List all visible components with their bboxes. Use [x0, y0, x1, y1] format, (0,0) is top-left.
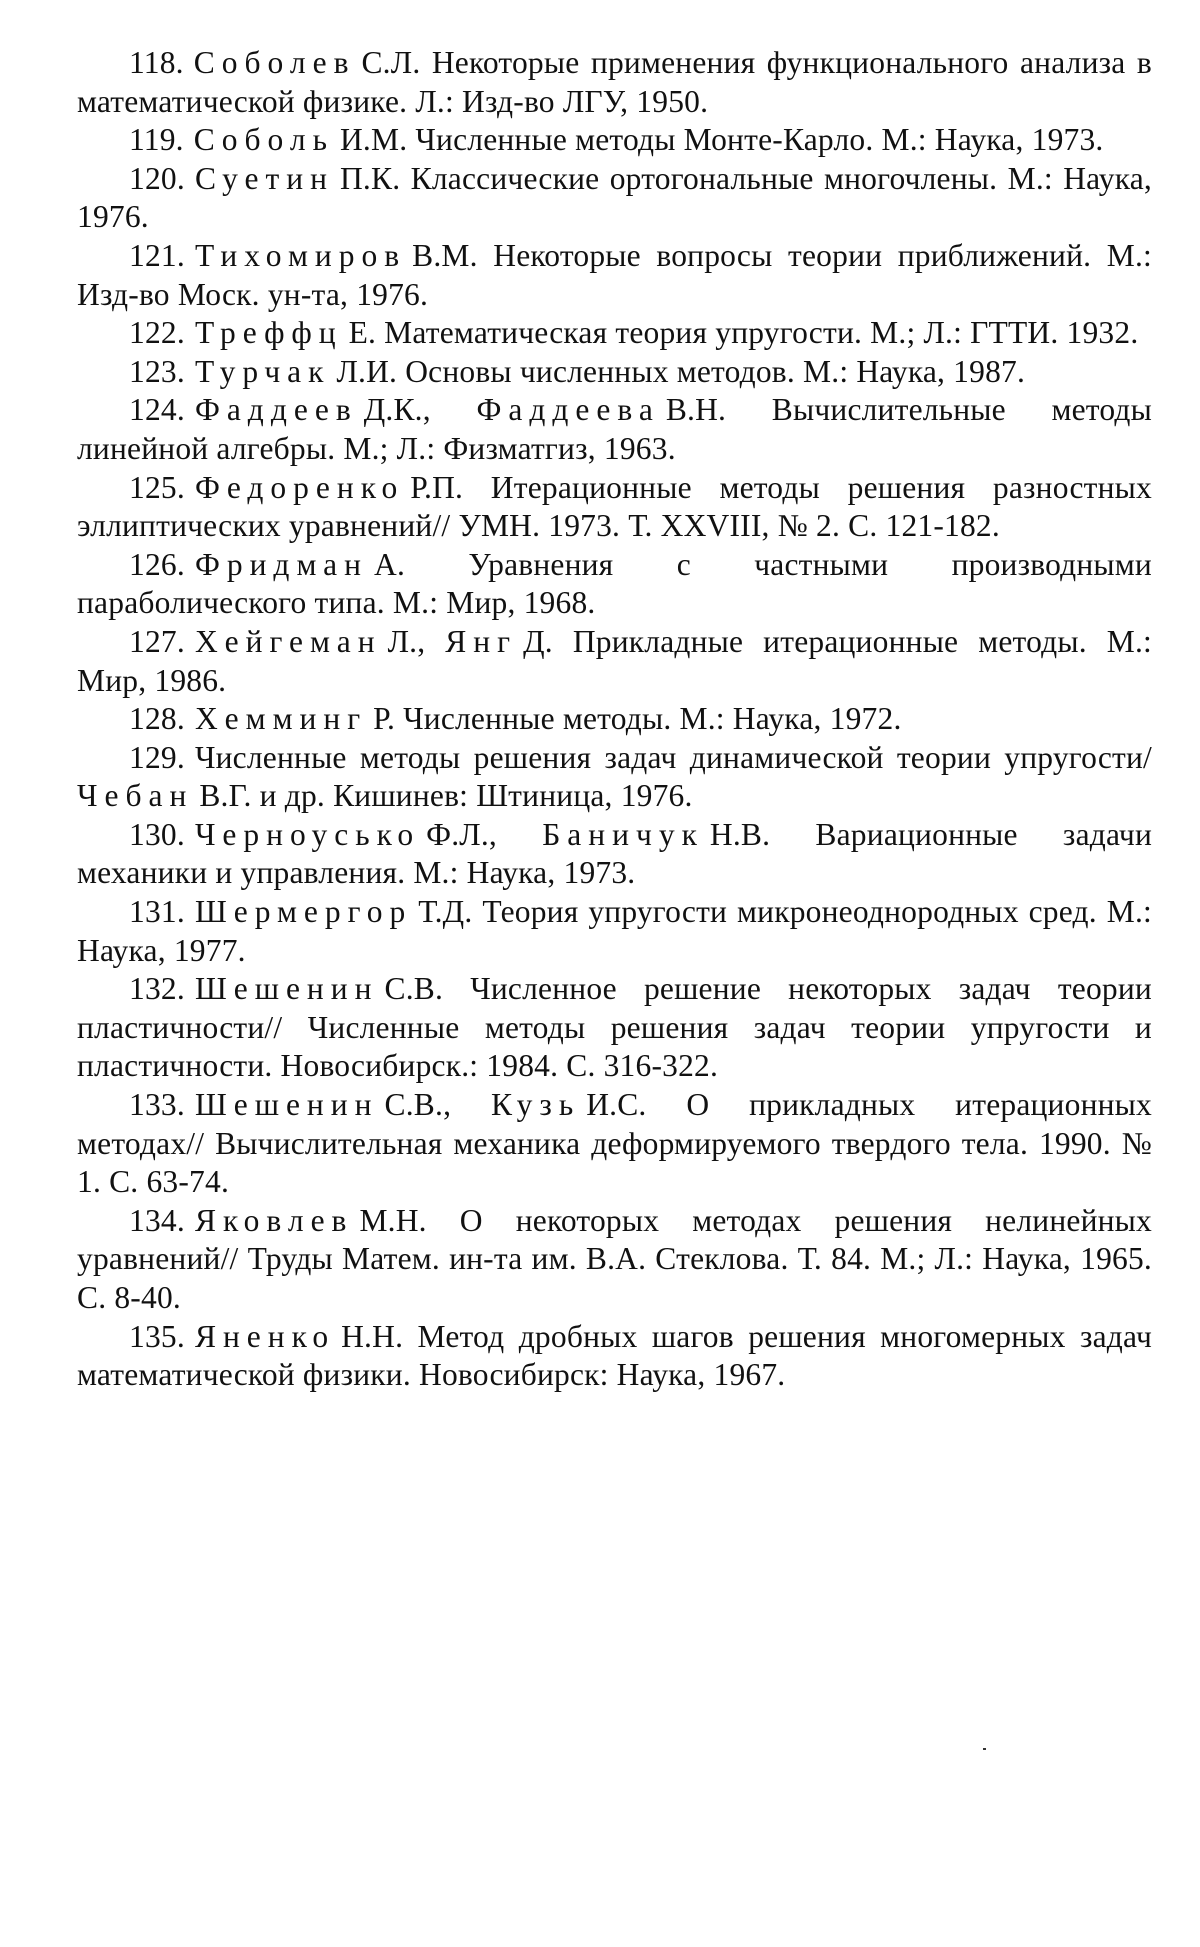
reference-number: 129.	[129, 739, 185, 775]
reference-title: Численные методы решения задач динамической теории упругости/	[194, 739, 1152, 775]
reference-author: Баничук	[542, 816, 704, 852]
reference-details: С.Л. Некоторые применения функционального анализа в математической физике. Л.: Изд-во ЛГУ, 1950.	[77, 45, 1152, 119]
reference-author: Суетин	[194, 160, 334, 196]
reference-number: 118.	[129, 45, 184, 80]
reference-number: 125.	[129, 469, 185, 505]
reference-author: Шешенин	[194, 971, 379, 1007]
scan-speck	[983, 1748, 986, 1750]
reference-author: Шермергор	[194, 894, 413, 930]
reference-author: Федоренко	[194, 469, 405, 505]
reference-number: 121.	[129, 237, 185, 273]
reference-details: С.В.,	[384, 1087, 452, 1123]
reference-item	[77, 739, 1152, 816]
reference-details: Р.П. Итерационные методы решения разностных эллиптических уравнений// УМН. 1973. Т. XXVIII, № 2. С. 121-182.	[77, 469, 1152, 544]
reference-number: 132.	[129, 971, 185, 1007]
reference-details: Л.,	[387, 623, 426, 659]
reference-item	[77, 469, 1152, 546]
reference-details: Д.К.,	[363, 392, 431, 428]
reference-author: Яковлев	[194, 1202, 354, 1238]
reference-details: А. Уравнения с частными производными параболического типа. М.: Мир, 1968.	[77, 546, 1152, 621]
reference-item	[77, 816, 1152, 893]
reference-author: Соболь	[193, 122, 334, 158]
reference-item	[77, 893, 1152, 970]
reference-number: 126.	[129, 546, 185, 582]
reference-details: И.М. Численные методы Монте-Карло. М.: Наука, 1973.	[339, 122, 1104, 158]
reference-item	[77, 160, 1152, 237]
reference-number: 130.	[129, 816, 185, 852]
reference-author: Фаддеев	[194, 392, 358, 428]
reference-item	[77, 391, 1152, 468]
reference-number: 131.	[129, 894, 185, 930]
reference-item	[77, 546, 1152, 623]
reference-author: Хемминг	[194, 701, 368, 737]
reference-author: Хейгеман	[194, 623, 382, 659]
reference-details: Н.Н. Метод дробных шагов решения многомерных задач математической физики. Новосибирск: Наука, 1967.	[77, 1318, 1152, 1393]
reference-details: Д. Прикладные итерационные методы. М.: Мир, 1986.	[77, 623, 1152, 698]
reference-author: Чебан	[77, 778, 194, 814]
reference-details: В.Н. Вычислительные методы линейной алгебры. М.; Л.: Физматгиз, 1963.	[77, 392, 1152, 466]
reference-details: Р. Численные методы. М.: Наука, 1972.	[373, 701, 902, 737]
reference-details: Ф.Л.,	[426, 816, 497, 852]
reference-details: И.С. О прикладных итерационных методах// Вычислительная механика деформируемого твердого тела. 1990. № 1. С. 63-74.	[77, 1087, 1152, 1200]
reference-author: Фридман	[194, 546, 369, 582]
reference-number: 135.	[129, 1318, 185, 1354]
reference-number: 123.	[129, 353, 185, 389]
reference-item	[77, 1202, 1152, 1318]
reference-author: Фаддеева	[476, 392, 660, 428]
reference-item	[77, 237, 1152, 314]
reference-item	[77, 970, 1152, 1086]
reference-item	[77, 121, 1152, 160]
reference-item	[77, 623, 1152, 700]
reference-details: В.Г. и др. Кишинев: Штиница, 1976.	[199, 778, 693, 814]
reference-item	[77, 353, 1152, 392]
reference-details: Л.И. Основы численных методов. М.: Наука, 1987.	[336, 353, 1026, 389]
reference-number: 122.	[129, 315, 185, 351]
reference-author: Треффц	[194, 315, 343, 351]
reference-number: 127.	[129, 623, 185, 659]
reference-number: 124.	[129, 392, 185, 428]
reference-number: 119.	[129, 122, 184, 158]
reference-details: П.К. Классические ортогональные многочлены. М.: Наука, 1976.	[77, 160, 1152, 235]
reference-details: Н.В. Вариационные задачи механики и управления. М.: Наука, 1973.	[77, 816, 1153, 891]
reference-author: Соболев	[193, 45, 356, 80]
reference-author: Янг	[445, 623, 518, 659]
reference-details: Т.Д. Теория упругости микронеоднородных сред. М.: Наука, 1977.	[77, 894, 1152, 968]
reference-list	[77, 44, 1152, 1395]
reference-number: 120.	[129, 160, 185, 196]
reference-item	[77, 314, 1152, 353]
reference-author: Турчак	[194, 353, 331, 389]
reference-author: Тихомиров	[194, 237, 407, 273]
reference-item	[77, 700, 1152, 739]
reference-number: 128.	[129, 701, 185, 737]
reference-details: В.М. Некоторые вопросы теории приближений. М.: Изд-во Моск. ун-та, 1976.	[77, 237, 1152, 312]
reference-item	[77, 1086, 1152, 1202]
reference-number: 134.	[129, 1202, 185, 1238]
reference-item	[77, 1318, 1152, 1395]
reference-number: 133.	[129, 1087, 185, 1123]
reference-details: М.Н. О некоторых методах решения нелинейных уравнений// Труды Матем. ин-та им. В.А. Стеклова. Т. 84. М.; Л.: Наука, 1965. С. 8-40.	[77, 1202, 1152, 1315]
reference-details: Е. Математическая теория упругости. М.; Л.: ГТТИ. 1932.	[348, 315, 1139, 351]
reference-author: Черноусько	[194, 816, 421, 852]
reference-item	[77, 44, 1152, 121]
reference-author: Шешенин	[194, 1087, 379, 1123]
reference-details: С.В. Численное решение некоторых задач теории пластичности// Численные методы решения задач теории упругости и пластичности. Новосибирск.: 1984. С. 316-322.	[77, 971, 1152, 1084]
reference-author: Яненко	[194, 1318, 336, 1354]
reference-author: Кузь	[491, 1087, 581, 1123]
